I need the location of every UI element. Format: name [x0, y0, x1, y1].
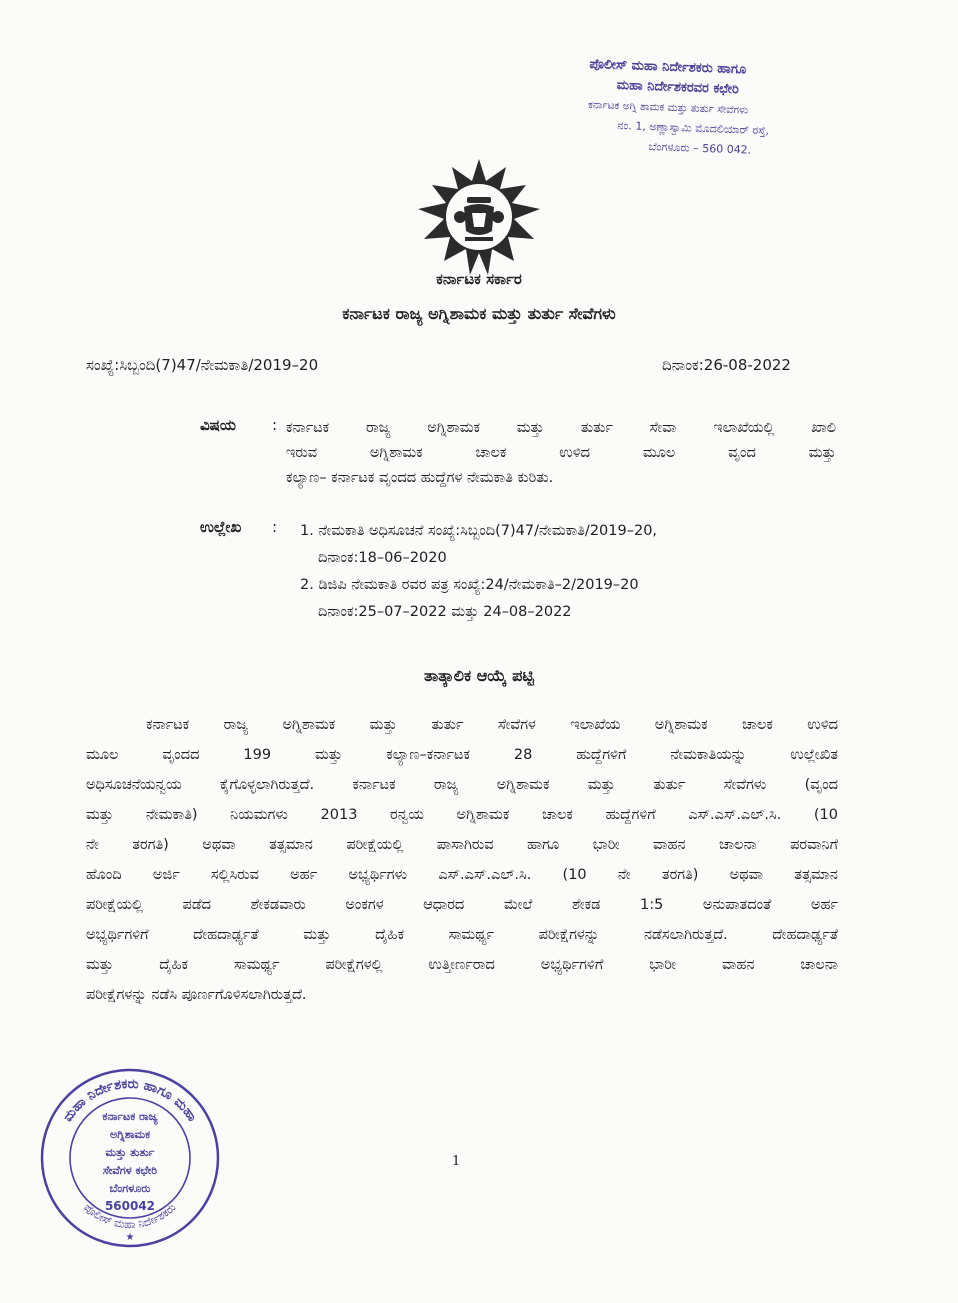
subject-line: ಕರ್ನಾಟಕ ರಾಜ್ಯ ಅಗ್ನಿಶಾಮಕ ಮತ್ತು ತುರ್ತು ಸೇವಾ ಇಲಾಖೆಯಲ್ಲಿ ಖಾಲಿ [286, 420, 836, 436]
seal-line: ಮತ್ತು ತುರ್ತು [105, 1146, 155, 1159]
references-list [300, 518, 657, 626]
page-number: 1 [452, 1154, 461, 1169]
reference-item-line: ದಿನಾಂಕ:18–06–2020 [318, 550, 447, 566]
subject-label: ವಿಷಯ [200, 416, 236, 434]
reference-item-line: ದಿನಾಂಕ:25–07–2022 ಮತ್ತು 24–08–2022 [318, 604, 572, 620]
body-line: ಕರ್ನಾಟಕ ರಾಜ್ಯ ಅಗ್ನಿಶಾಮಕ ಮತ್ತು ತುರ್ತು ಸೇವೆಗಳ ಇಲಾಖೆಯ ಅಗ್ನಿಶಾಮಕ ಚಾಲಕ ಉಳಿದ [146, 717, 838, 733]
stamp-line-4: ನಂ. 1, ಅಣ್ಣಾಸ್ವಾಮಿ ಮೊದಲಿಯಾರ್ ರಸ್ತೆ, [617, 118, 770, 138]
seal-ring-top-text: ಮಹಾ ನಿರ್ದೇಶಕರು ಹಾಗೂ ಮಹಾ [60, 1076, 200, 1125]
body-line: ಪರೀಕ್ಷೆಗಳನ್ನು ನಡೆಸಿ ಪೂರ್ಣಗೊಳಿಸಲಾಗಿರುತ್ತದೆ. [86, 987, 307, 1003]
government-heading: ಕರ್ನಾಟಕ ಸರ್ಕಾರ [436, 270, 522, 288]
subject-line: ಕಲ್ಯಾಣ– ಕರ್ನಾಟಕ ವೃಂದದ ಹುದ್ದೆಗಳ ನೇಮಕಾತಿ ಕುರಿತು. [286, 470, 554, 486]
reference-item-line: 1. ನೇಮಕಾತಿ ಅಧಿಸೂಚನೆ ಸಂಖ್ಯೆ:ಸಿಬ್ಬಂದಿ(7)47/ನೇಮಕಾತಿ/2019–20, [300, 523, 658, 539]
office-seal-stamp [36, 1064, 224, 1252]
body-line: ಪರೀಕ್ಷೆಯಲ್ಲಿ ಪಡೆದ ಶೇಕಡವಾರು ಅಂಕಗಳ ಆಧಾರದ ಮೇಲೆ ಶೇಕಡ 1:5 ಅನುಪಾತದಂತೆ ಅರ್ಹ [86, 897, 838, 913]
body-line: ಅಭ್ಯರ್ಥಿಗಳಿಗೆ ದೇಹದಾರ್ಢ್ಯತೆ ಮತ್ತು ದೈಹಿಕ ಸಾಮರ್ಥ್ಯ ಪರೀಕ್ಷೆಗಳನ್ನು ನಡೆಸಲಾಗಿರುತ್ತದೆ. ದೇಹದಾರ್ಢ್ಯತೆ [86, 927, 838, 943]
references-label: ಉಲ್ಲೇಖ [200, 518, 242, 536]
reference-item-line: 2. ಡಿಜಿಪಿ ನೇಮಕಾತಿ ರವರ ಪತ್ರ ಸಂಖ್ಯೆ:24/ನೇಮಕಾತಿ–2/2019–20 [300, 577, 639, 593]
seal-line: 560042 [104, 1199, 156, 1213]
subject-line: ಇರುವ ಅಗ್ನಿಶಾಮಕ ಚಾಲಕ ಉಳಿದ ಮೂಲ ವೃಂದ ಮತ್ತು [286, 445, 836, 461]
stamp-line-5: ಬೆಂಗಳೂರು – 560 042. [648, 140, 752, 157]
body-line: ನೇ ತರಗತಿ) ಅಥವಾ ತತ್ಸಮಾನ ಪರೀಕ್ಷೆಯಲ್ಲಿ ಪಾಸಾಗಿರುವ ಹಾಗೂ ಭಾರೀ ವಾಹನ ಚಾಲನಾ ಪರವಾನಿಗೆ [86, 837, 838, 853]
seal-line: ಕರ್ನಾಟಕ ರಾಜ್ಯ [102, 1110, 158, 1123]
references-colon: : [272, 518, 278, 536]
address-stamp [586, 55, 879, 165]
state-emblem-icon [410, 157, 548, 287]
reference-number: ಸಂಖ್ಯೆ:ಸಿಬ್ಬಂದಿ(7)47/ನೇಮಕಾತಿ/2019–20 [86, 356, 319, 374]
body-line: ಮೂಲ ವೃಂದದ 199 ಮತ್ತು ಕಲ್ಯಾಣ–ಕರ್ನಾಟಕ 28 ಹುದ್ದೆಗಳಿಗೆ ನೇಮಕಾತಿಯನ್ನು ಉಲ್ಲೇಖಿತ [86, 747, 838, 763]
seal-line: ಬೆಂಗಳೂರು [109, 1182, 151, 1195]
body-line: ಮತ್ತು ದೈಹಿಕ ಸಾಮರ್ಥ್ಯ ಪರೀಕ್ಷೆಗಳಲ್ಲಿ ಉತ್ತೀರ್ಣರಾದ ಅಭ್ಯರ್ಥಿಗಳಿಗೆ ಭಾರೀ ವಾಹನ ಚಾಲನಾ [86, 957, 838, 973]
document-title: ತಾತ್ಕಾಲಿಕ ಆಯ್ಕೆ ಪಟ್ಟಿ [423, 666, 535, 685]
subject-text [286, 416, 836, 491]
seal-ring-bottom-text: ಪೊಲೀಸ್ ಮಹಾ ನಿರ್ದೇಶಕರು [81, 1200, 179, 1232]
body-line: ಹೊಂದಿ ಅರ್ಜಿ ಸಲ್ಲಿಸಿರುವ ಅರ್ಹ ಅಭ್ಯರ್ಥಿಗಳು ಎಸ್.ಎಸ್.ಎಲ್.ಸಿ. (10 ನೇ ತರಗತಿ) ಅಥವಾ ತತ್ಸಮಾನ [86, 867, 838, 883]
stamp-line-2: ಮಹಾ ನಿರ್ದೇಶಕರವರ ಕಛೇರಿ [616, 77, 740, 98]
seal-line: ಅಗ್ನಿಶಾಮಕ [109, 1128, 151, 1141]
seal-star-icon: ★ [125, 1232, 135, 1243]
seal-line: ಸೇವೆಗಳ ಕಛೇರಿ [102, 1164, 158, 1177]
department-heading: ಕರ್ನಾಟಕ ರಾಜ್ಯ ಅಗ್ನಿಶಾಮಕ ಮತ್ತು ತುರ್ತು ಸೇವೆಗಳು [342, 304, 616, 323]
body-line: ಮತ್ತು ನೇಮಕಾತಿ) ನಿಯಮಗಳು 2013 ರನ್ವಯ ಅಗ್ನಿಶಾಮಕ ಚಾಲಕ ಹುದ್ದೆಗಳಿಗೆ ಎಸ್.ಎಸ್.ಎಲ್.ಸಿ. (10 [86, 807, 838, 823]
letter-date: ದಿನಾಂಕ:26-08-2022 [662, 356, 791, 374]
stamp-line-1: ಪೊಲೀಸ್ ಮಹಾ ನಿರ್ದೇಶಕರು ಹಾಗೂ [589, 56, 747, 78]
body-line: ಅಧಿಸೂಚನೆಯನ್ವಯ ಕೈಗೊಳ್ಳಲಾಗಿರುತ್ತದೆ. ಕರ್ನಾಟಕ ರಾಜ್ಯ ಅಗ್ನಿಶಾಮಕ ಮತ್ತು ತುರ್ತು ಸೇವೆಗಳು (ವೃಂದ [86, 777, 838, 793]
stamp-line-3: ಕರ್ನಾಟಕ ಅಗ್ನಿ ಶಾಮಕ ಮತ್ತು ತುರ್ತು ಸೇವೆಗಳು [587, 98, 749, 117]
body-paragraph [86, 710, 838, 1010]
subject-colon: : [272, 416, 278, 434]
